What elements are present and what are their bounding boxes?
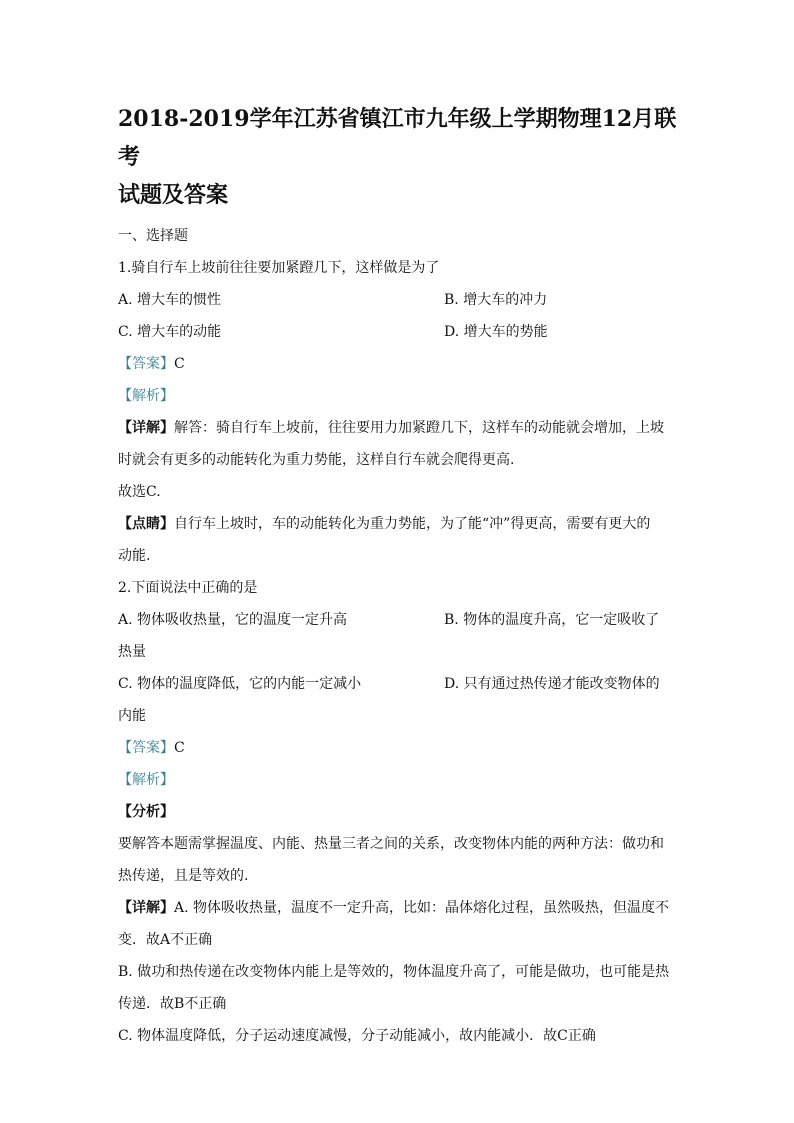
- q2-option-d-continued: 内能: [118, 708, 146, 724]
- q2-detail-b-line2: 传递．故B不正确: [118, 996, 227, 1012]
- q1-detail-text1: 解答：骑自行车上坡前，往往要用力加紧蹬几下，这样车的动能就会增加，上坡: [174, 420, 664, 436]
- q2-option-c: C. 物体的温度降低，它的内能一定减小: [118, 676, 362, 692]
- q1-options-row-2: [118, 316, 678, 348]
- q1-point-line2: 动能.: [118, 548, 151, 564]
- q2-answer-value: C: [174, 740, 185, 756]
- q2-option-b: B. 物体的温度升高，它一定吸收了: [444, 612, 660, 628]
- q2-fenxi-tag: 【分析】: [118, 804, 174, 820]
- q1-options-row-1: [118, 284, 678, 316]
- q1-point-line1: [118, 508, 678, 540]
- q1-point-tag: 【点睛】: [118, 516, 174, 532]
- q1-analysis-heading: [118, 380, 678, 412]
- section-heading: 一、选择题: [118, 228, 188, 244]
- q2-options-row-1: [118, 604, 678, 636]
- q1-analysis-tag: 【解析】: [118, 388, 174, 404]
- document-page: [118, 100, 678, 1052]
- q2-answer-tag: 【答案】: [118, 740, 174, 756]
- q2-answer: [118, 732, 678, 764]
- q1-detail-tag: 【详解】: [118, 420, 174, 436]
- q2-options-row-2: [118, 668, 678, 700]
- q1-point-text1: 自行车上坡时，车的动能转化为重力势能，为了能“冲”得更高，需要有更大的: [174, 516, 651, 532]
- q2-detail-c-line1: C. 物体温度降低，分子运动速度减慢，分子动能减小，故内能减小．故C正确: [118, 1028, 596, 1044]
- q1-detail-line1: [118, 412, 678, 444]
- q2-option-a: A. 物体吸收热量，它的温度一定升高: [118, 612, 348, 628]
- q1-option-c: C. 增大车的动能: [118, 324, 222, 340]
- q1-answer: [118, 348, 678, 380]
- q1-option-b: B. 增大车的冲力: [444, 292, 548, 308]
- document-title-line1: 2018-2019学年江苏省镇江市九年级上学期物理12月联考: [118, 106, 677, 170]
- q2-fenxi-heading: [118, 796, 678, 828]
- q1-detail-line2: 时就会有更多的动能转化为重力势能，这样自行车就会爬得更高.: [118, 452, 515, 468]
- q2-option-b-continued: 热量: [118, 644, 146, 660]
- q2-detail-tag: 【详解】: [118, 900, 174, 916]
- q1-answer-value: C: [174, 356, 185, 372]
- q1-option-d: D. 增大车的势能: [444, 324, 548, 340]
- document-title-line2: 试题及答案: [118, 182, 229, 208]
- q2-analysis-heading: [118, 764, 678, 796]
- q2-option-d: D. 只有通过热传递才能改变物体的: [444, 676, 660, 692]
- q2-fenxi-line1: 要解答本题需掌握温度、内能、热量三者之间的关系，改变物体内能的两种方法：做功和: [118, 836, 664, 852]
- q1-choose: 故选C.: [118, 484, 161, 500]
- q2-stem: 2.下面说法中正确的是: [118, 580, 258, 596]
- q2-detail-a-line1: [118, 892, 678, 924]
- q2-detail-a-line2: 变．故A不正确: [118, 932, 213, 948]
- q1-answer-tag: 【答案】: [118, 356, 174, 372]
- q2-detail-a-text1: A. 物体吸收热量，温度不一定升高，比如：晶体熔化过程，虽然吸热，但温度不: [174, 900, 670, 916]
- q2-detail-b-line1: B. 做功和热传递在改变物体内能上是等效的，物体温度升高了，可能是做功，也可能是热: [118, 964, 670, 980]
- q1-option-a: A. 增大车的惯性: [118, 292, 222, 308]
- q2-analysis-tag: 【解析】: [118, 772, 174, 788]
- q1-stem: 1.骑自行车上坡前往往要加紧蹬几下，这样做是为了: [118, 260, 440, 276]
- q2-fenxi-line2: 热传递，且是等效的.: [118, 868, 249, 884]
